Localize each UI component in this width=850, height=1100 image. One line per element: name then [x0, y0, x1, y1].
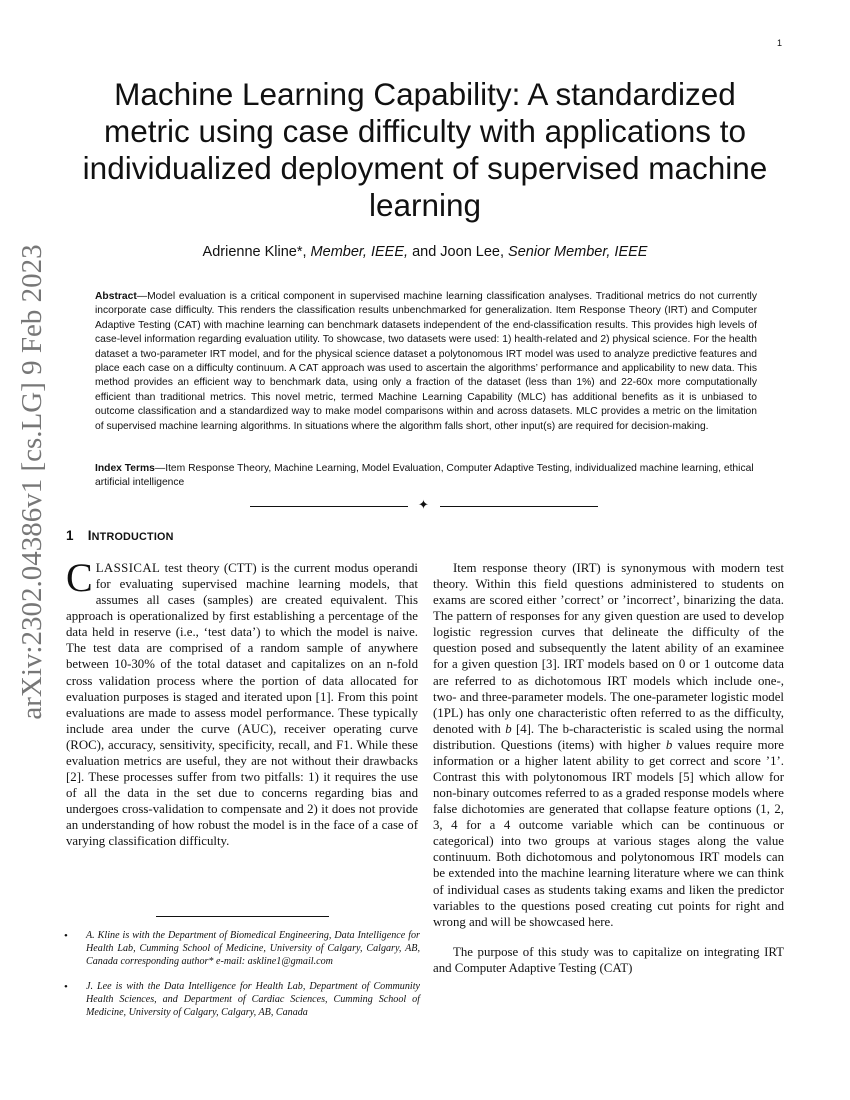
author-and: and Joon Lee, — [408, 244, 509, 260]
irt-paragraph — [433, 560, 784, 930]
section-title-initial: I — [87, 528, 92, 543]
irt-text-c: [4]. The b-characteristic is scaled using the normal distribution. Questions (items) with higher — [433, 721, 784, 752]
irt-text-a: Item response theory (IRT) is synonymous with modern test theory. Within this field questions administered to students on exams are scored either ’correct’ or ’incorrect’, binarizing the data. The pattern of responses for any given question are used to develop logistic regression curves that delineate the difficulty of the question posed and subsequently the latent ability of an examinee for a given question [3]. IRT models based on 0 or 1 outcome data are referred to as dichotomous IRT models which include one-, two- and three-parameter models. The one-parameter logistic model (1PL) has only one characteristic often referred to as the difficulty, denoted with — [433, 561, 784, 736]
abstract-text: —Model evaluation is a critical component in supervised machine learning classification analyses. Traditional metrics do not currently incorporate case difficulty. This renders the classification results unbenchmarked for generalization. Item Response Theory (IRT) and Computer Adaptive Testing (CAT) with machine learning can benchmark datasets independent of the end-classification results. This provides high levels of case-level information regarding evaluation utility. To showcase, two datasets were used: 1) health-related and 2) physical science. For the health dataset a two-parameter IRT model, and for the physical science dataset a polytonomous IRT model was used to analyze predictive features and place each case on a difficulty continuum. A CAT approach was used to ascertain the algorithms’ performance and applicability to new data. This method provides an efficient way to benchmark data, using only a fraction of the dataset (less than 1%) and 22-60x more computationally efficient than traditional metrics. This novel metric, termed Machine Learning Capability (MLC) has additional benefits as it is unbiased to outcome classification and a standardized way to make model comparisons within and across datasets. MLC provides a metric on the limitation of supervised machine learning algorithms. In situations where the algorithm falls short, other input(s) are required for decision-making. — [95, 291, 757, 432]
left-column — [66, 555, 418, 849]
abstract — [95, 290, 757, 434]
paper-title: Machine Learning Capability: A standardized metric using case difficulty with applications to individualized deployment of supervised machine learning — [82, 76, 768, 223]
dropcap: C — [66, 555, 93, 600]
footnote-lee: J. Lee is with the Data Intelligence for Health Lab, Department of Community Health Sciences, and Department of Cardiac Sciences, Cumming School of Medicine, University of Calgary, Calgary, AB, Canada — [86, 981, 420, 1018]
page-number: 1 — [776, 38, 782, 48]
author-second-role: Senior Member, IEEE — [508, 244, 648, 260]
section-number: 1 — [66, 528, 74, 543]
irt-b-italic-2: b — [665, 737, 673, 752]
footnote-kline: A. Kline is with the Department of Biomedical Engineering, Data Intelligence for Health Lab, Cumming School of Medicine, University of Calgary, Calgary, AB, Canada corresponding author* e-mail: askline1@gmail.com — [86, 930, 420, 967]
section-title-rest: NTRODUCTION — [91, 531, 174, 543]
irt-text-e: values require more information or a higher latent ability to get correct and score ’1’. Contrast this with polytonomous IRT models [5] which allow for non-binary outcomes referred to as a graded response models where false dichotomies are generated that collapse feature options (1, 2, 3, 4 for a 4 outcome variable which can be continuous or categorical) into two groups at various stages along the value continuum. Both dichotomous and polytonomous IRT models can be extended into the machine learning literature where we can think of individual cases as students taking exams and liken the predictor variables to the questions posed creating cut points for right and wrong and will be showcased here. — [433, 737, 784, 929]
intro-text: test theory (CTT) is the current modus operandi for evaluating supervised machine learning models, that assumes all cases (samples) are created equivalent. This approach is operationalized by first establishing a percentage of the data held in reserve (i.e., ‘test data’) to which the model is naive. The test data are comprised of a random sample of anywhere between 10-30% of the total dataset and capitalizes on an n-fold cross validation process where the portion of data allocated for evaluation purposes is staged and iterated upon [1]. From this point evaluations are made to assess model performance. These typically include area under the curve (AUC), receiver operating curve (ROC), accuracy, sensitivity, specificity, recall, and F1. While these evaluation metrics are useful, they are not without their drawbacks [2]. These processes suffer from two pitfalls: 1) it requires the use of all the data in the set due to concerns regarding bias and undergoes cross-validation to compensate and 2) it does not provide an understanding of how robust the model is in the face of a case of varying classification difficulty. — [66, 561, 418, 849]
footnote-bullet: • — [64, 981, 68, 993]
intro-paragraph — [66, 555, 418, 849]
abstract-label: Abstract — [95, 291, 137, 302]
right-column — [433, 560, 784, 976]
section-heading — [66, 528, 174, 543]
irt-b-italic: b — [505, 721, 512, 736]
index-terms-text: —Item Response Theory, Machine Learning, Model Evaluation, Computer Adaptive Testing, individualized machine learning, ethical artificial intelligence — [95, 463, 754, 489]
footnote-rule — [156, 916, 329, 917]
diamond-icon: ✦ — [418, 497, 429, 512]
smallcaps-lead: LASSICAL — [95, 561, 161, 575]
index-terms — [95, 462, 757, 491]
author-first-role: Member, IEEE, — [310, 244, 409, 260]
footnote-bullet: • — [64, 930, 68, 942]
separator-rule-right — [440, 506, 598, 507]
author-line — [70, 244, 780, 260]
index-terms-label: Index Terms — [95, 463, 155, 474]
separator-rule-left — [250, 506, 408, 507]
arxiv-stamp: arXiv:2302.04386v1 [cs.LG] 9 Feb 2023 — [16, 244, 48, 720]
author-first: Adrienne Kline*, — [202, 244, 311, 260]
purpose-paragraph: The purpose of this study was to capitalize on integrating IRT and Computer Adaptive Testing (CAT) — [433, 944, 784, 975]
